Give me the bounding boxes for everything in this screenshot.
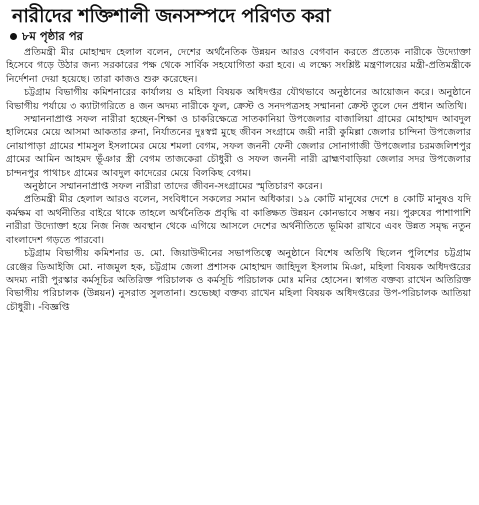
continued-from-line [10, 29, 471, 44]
article-headline: নারীদের শক্তিশালী জনসম্পদে পরিণত করা [12, 5, 331, 27]
continued-from-label: ৮ম পৃষ্ঠার পর [22, 29, 83, 43]
article-paragraph: চট্টগ্রাম বিভাগীয় কমিশনার ড. মো. জিয়াউদ্দীনের সভাপতিত্বে অনুষ্ঠানে বিশেষ অতিথি ছিলেন পুলিশের চট্টগ্রাম রেঞ্জের ডিআইজি মো. নাজমুল হক, চট্টগ্রাম জেলা প্রশাসক মোহাম্মদ জাহিদুল ইসলাম মিঞা, মহিলা বিষয়ক অধিদপ্তরের অদম্য নারী পুরস্কার কর্মসূচির অতিরিক্ত পরিচালক ও কর্মসূচি পরিচালক মোঃ মনির হোসেন। স্বাগত বক্তব্য রাখেন অতিরিক্ত বিভাগীয় পরিচালক (উন্নয়ন) নুসরাত সুলতানা। শুভেচ্ছা বক্তব্য রাখেন মহিলা বিষয়ক অধিদপ্তরের উপ-পরিচালক আতিয়া চৌধুরী। -বিজ্ঞপ্তি [6, 248, 471, 313]
bullet-icon [10, 33, 17, 40]
article-body [6, 46, 471, 314]
article-paragraph: অনুষ্ঠানে সম্মাননাপ্রাপ্ত সফল নারীরা তাদের জীবন-সংগ্রামের স্মৃতিচারণ করেন। [24, 181, 323, 193]
article-paragraph: চট্টগ্রাম বিভাগীয় কমিশনারের কার্যালয় ও মহিলা বিষয়ক অধিদপ্তর যৌথভাবে অনুষ্ঠানের আয়োজন করে। অনুষ্ঠানে বিভাগীয় পর্যায়ে ৩ ক্যাটাগরিতে ৪ জন অদম্য নারীকে ফুল, ক্রেস্ট ও সনদপত্রসহ সম্মাননা ক্রেস্ট তুলে দেন প্রধান অতিথি। [6, 87, 471, 112]
article-paragraph: প্রতিমন্ত্রী মীর হেলাল আরও বলেন, সংবিধানে সকলের সমান অধিকার। ১৯ কোটি মানুষের দেশে ৪ কোটি মানুষও যদি কর্মক্ষম বা অর্থনীতির বাইরে থাকে তাহলে অর্থনৈতিক প্রবৃদ্ধি বা কাঙ্ক্ষিত উন্নয়ন কোনভাবে সম্ভব নয়। পুরুষের পাশাপাশি নারীরা উদ্যোক্তা হয়ে নিজ নিজ অবস্থান থেকে এগিয়ে আসলে দেশের অর্থনীতিতে ভূমিকা রাখবে এবং উন্নত সমৃদ্ধ নতুন বাংলাদেশ গড়তে পারবো। [6, 194, 471, 246]
article-paragraph: প্রতিমন্ত্রী মীর মোহাম্মদ হেলাল বলেন, দেশের অর্থনৈতিক উন্নয়ন আরও বেগবান করতে প্রত্যেক নারীকে উদ্যোক্তা হিসেবে গড়ে উঠার জন্য সরকারের পক্ষ থেকে সার্বিক সহযোগিতা করা হবে। এ লক্ষ্যে সংশ্লিষ্ট মন্ত্রণালয়ের মন্ত্রী-প্রতিমন্ত্রীকে নির্দেশনা দেয়া হয়েছে। তারা কাজও শুরু করেছেন। [6, 47, 471, 85]
article-paragraph: সম্মাননাপ্রাপ্ত সফল নারীরা হচ্ছেন-শিক্ষা ও চাকরিক্ষেত্রে সাতকানিয়া উপজেলার বাজালিয়া গ্রামের মোহাম্মদ আবদুল হালিমের মেয়ে আসমা আকতার রুনা, নির্যাতনের দুঃস্বপ্ন মুছে জীবন সংগ্রামে জয়ী নারী কুমিল্লা জেলার চান্দিনা উপজেলার নোয়াপাড়া গ্রামের শামসুল ইসলামের মেয়ে শমলা বেগম, সফল জননী ফেনী জেলার সোনাগাজী উপজেলার চরমজলিশপুর গ্রামের আমিন আহমদ ভূঁঞার স্ত্রী বেগম তাজকেরা চৌধুরী ও সফল জননী নারী ব্রাহ্মণবাড়িয়া জেলার সদর উপজেলার চান্দনপুর পাথাচং গ্রামের আবদুল কাদেরের মেয়ে বিলকিছ বেগম। [6, 114, 471, 179]
